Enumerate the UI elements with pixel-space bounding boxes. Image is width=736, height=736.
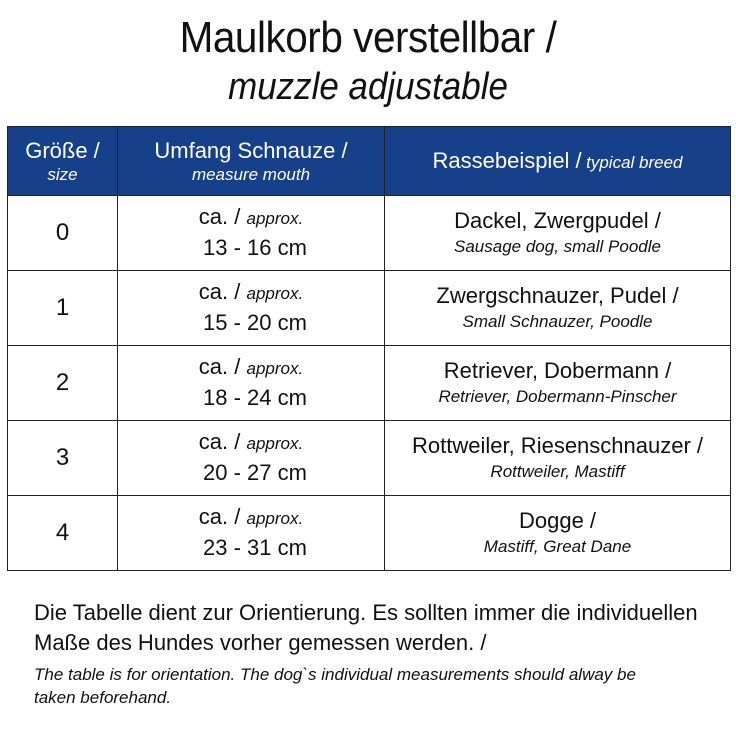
header-breed <box>385 127 731 196</box>
table-header-row <box>8 127 731 196</box>
measure-cell <box>118 196 385 271</box>
header-measure-label: Umfang Schnauze / <box>154 137 348 163</box>
footer-note-en: The table is for orientation. The dog`s individual measurements should alway be taken beforehand. <box>34 665 636 707</box>
breed-de: Rottweiler, Riesenschnauzer / <box>411 433 704 458</box>
size-value: 3 <box>8 421 118 496</box>
header-measure-sublabel: measure mouth <box>191 164 311 184</box>
header-size-sublabel: size <box>47 164 78 184</box>
ca-label: ca. / <box>198 429 241 454</box>
breed-cell <box>385 271 731 346</box>
ca-label: ca. / <box>198 279 241 304</box>
approx-label: approx. <box>246 359 304 378</box>
table-row <box>8 421 731 496</box>
breed-cell <box>385 346 731 421</box>
breed-en: Small Schnauzer, Poodle <box>462 312 653 331</box>
breed-en: Mastiff, Great Dane <box>483 537 632 556</box>
breed-de: Zwergschnauzer, Pudel / <box>436 283 679 308</box>
table-row <box>8 271 731 346</box>
measure-range: 13 - 16 cm <box>203 235 307 260</box>
header-measure <box>118 127 385 196</box>
breed-en: Rottweiler, Mastiff <box>490 462 625 481</box>
approx-label: approx. <box>246 509 304 528</box>
measure-cell <box>118 346 385 421</box>
breed-cell <box>385 421 731 496</box>
measure-cell <box>118 421 385 496</box>
approx-label: approx. <box>246 209 304 228</box>
size-value: 4 <box>8 496 118 571</box>
size-chart-table <box>7 126 731 571</box>
ca-label: ca. / <box>198 504 241 529</box>
footer-note-de: Die Tabelle dient zur Orientierung. Es sollten immer die individuellen Maße des Hundes vorher gemessen werden. / <box>34 600 698 655</box>
page-title: Maulkorb verstellbar / <box>179 13 557 62</box>
measure-cell <box>118 496 385 571</box>
measure-range: 23 - 31 cm <box>203 535 307 560</box>
breed-cell <box>385 496 731 571</box>
page-subtitle: muzzle adjustable <box>228 66 508 108</box>
breed-de: Dackel, Zwergpudel / <box>454 208 661 233</box>
ca-label: ca. / <box>198 204 241 229</box>
header-breed-label: Rassebeispiel / <box>432 148 582 173</box>
breed-en: Retriever, Dobermann-Pinscher <box>438 387 677 406</box>
header-breed-sublabel: typical breed <box>586 153 683 172</box>
size-value: 0 <box>8 196 118 271</box>
header-size-label: Größe / <box>25 137 100 163</box>
size-value: 1 <box>8 271 118 346</box>
header-size <box>8 127 118 196</box>
table-row <box>8 346 731 421</box>
measure-cell <box>118 271 385 346</box>
breed-cell <box>385 196 731 271</box>
breed-en: Sausage dog, small Poodle <box>454 237 661 256</box>
measure-range: 15 - 20 cm <box>203 310 307 335</box>
breed-de: Retriever, Dobermann / <box>443 358 672 383</box>
measure-range: 18 - 24 cm <box>203 385 307 410</box>
approx-label: approx. <box>246 434 304 453</box>
table-row <box>8 196 731 271</box>
ca-label: ca. / <box>198 354 241 379</box>
table-row <box>8 496 731 571</box>
measure-range: 20 - 27 cm <box>203 460 307 485</box>
breed-de: Dogge / <box>518 508 597 533</box>
approx-label: approx. <box>246 284 304 303</box>
size-value: 2 <box>8 346 118 421</box>
